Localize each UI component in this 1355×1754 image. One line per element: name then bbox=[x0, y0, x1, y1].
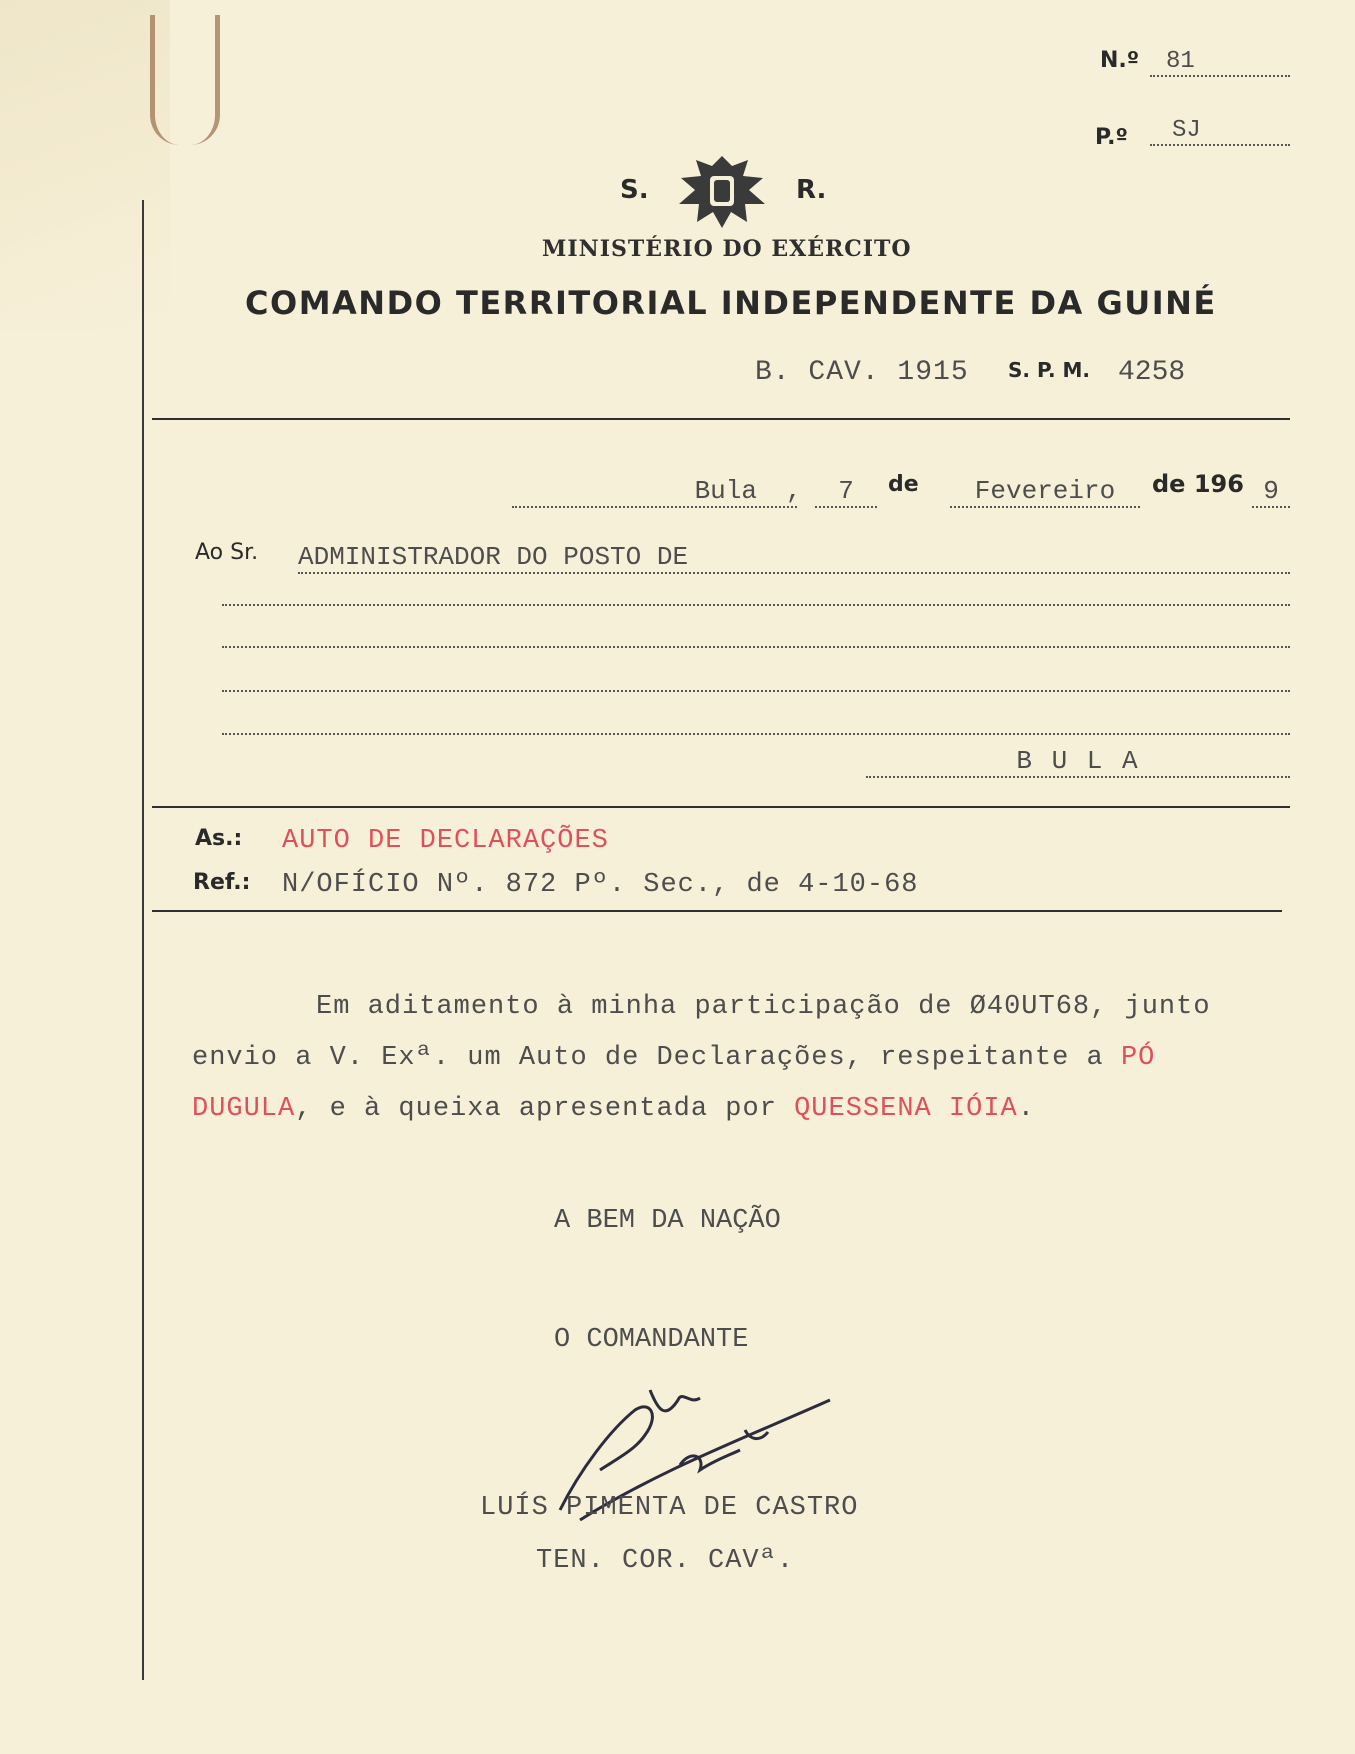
address-prefix: Ao Sr. bbox=[195, 540, 259, 565]
date-de-label: de bbox=[888, 472, 919, 497]
ministry-title: MINISTÉRIO DO EXÉRCITO bbox=[542, 236, 912, 262]
sr-left: S. bbox=[620, 175, 649, 205]
spm-label: S. P. M. bbox=[1008, 358, 1091, 382]
subject-divider bbox=[152, 910, 1282, 912]
rust-stain bbox=[150, 15, 220, 145]
spm-value: 4258 bbox=[1118, 357, 1186, 388]
reference-label: Ref.: bbox=[193, 870, 251, 895]
address-line-blank-2 bbox=[222, 646, 1290, 648]
date-month: Fevereiro bbox=[950, 476, 1140, 508]
folded-corner bbox=[0, 0, 170, 330]
name-highlight: PÓ bbox=[1120, 1043, 1156, 1073]
subject-label: As.: bbox=[195, 826, 243, 851]
closing-salutation: A BEM DA NAÇÃO bbox=[554, 1206, 781, 1236]
body-line-3: DUGULA, e à queixa apresentada por QUESSENA IÓIA. bbox=[192, 1094, 1035, 1124]
signatory-rank: TEN. COR. CAVª. bbox=[536, 1546, 795, 1576]
date-day: 7 bbox=[815, 476, 877, 508]
header-divider bbox=[152, 418, 1290, 420]
sr-right: R. bbox=[796, 175, 827, 205]
body-line-1: Em aditamento à minha participação de Ø40UT68, junto bbox=[316, 992, 1211, 1022]
address-line-blank-4 bbox=[222, 733, 1290, 735]
reference-value: N/OFÍCIO Nº. 872 Pº. Sec., de 4-10-68 bbox=[282, 870, 919, 900]
address-divider bbox=[152, 806, 1290, 808]
left-margin-rule bbox=[142, 200, 144, 1680]
body-line-2: envio a V. Exª. um Auto de Declarações, respeitante a PÓ bbox=[192, 1043, 1156, 1073]
command-title: COMANDO TERRITORIAL INDEPENDENTE DA GUINÉ bbox=[245, 284, 1217, 322]
proc-value: SJ bbox=[1150, 117, 1290, 146]
document-page: N.º 81 P.º SJ S. R. MINISTÉRIO DO EXÉRCITO COMANDO TERRITORIAL INDEPENDENTE DA GUINÉ B. CAV. 1915 S. P. M. 4258 Bula , 7 de Fevereiro de 196 9 Ao Sr. ADMINISTRADOR DO POSTO DE B U L A As.: AUTO DE DECLARAÇÕES Ref.: N/OFÍCIO Nº. 872 Pº. Sec., de 4-10-68 Em aditamento à minha participação de Ø40UT68, junto envio a V. Exª. um Auto de Declarações, respeitante a PÓ DUGULA, e à queixa apresentada por QUESSENA IÓIA. A BEM DA NAÇÃO O COMANDANTE LUÍS PIMENTA DE CASTRO TEN. COR. CAVª. bbox=[0, 0, 1355, 1754]
subject-value: AUTO DE DECLARAÇÕES bbox=[282, 826, 609, 856]
name-highlight: DUGULA bbox=[192, 1094, 296, 1124]
date-year-prefix: de 196 bbox=[1152, 470, 1244, 498]
signatory-role: O COMANDANTE bbox=[554, 1325, 749, 1355]
date-place: Bula bbox=[512, 476, 797, 508]
unit-code: B. CAV. 1915 bbox=[755, 357, 969, 388]
number-label: N.º bbox=[1100, 48, 1140, 73]
signatory-name: LUÍS PIMENTA DE CASTRO bbox=[480, 1493, 859, 1523]
complainant-name: QUESSENA IÓIA bbox=[794, 1094, 1018, 1124]
number-value: 81 bbox=[1150, 48, 1290, 77]
recipient: ADMINISTRADOR DO POSTO DE bbox=[298, 542, 1290, 574]
address-line-blank-1 bbox=[222, 604, 1290, 606]
coat-of-arms-icon bbox=[675, 152, 770, 230]
proc-label: P.º bbox=[1095, 125, 1128, 150]
date-year-digit: 9 bbox=[1252, 476, 1290, 508]
address-line-blank-3 bbox=[222, 690, 1290, 692]
address-town: B U L A bbox=[866, 746, 1290, 778]
